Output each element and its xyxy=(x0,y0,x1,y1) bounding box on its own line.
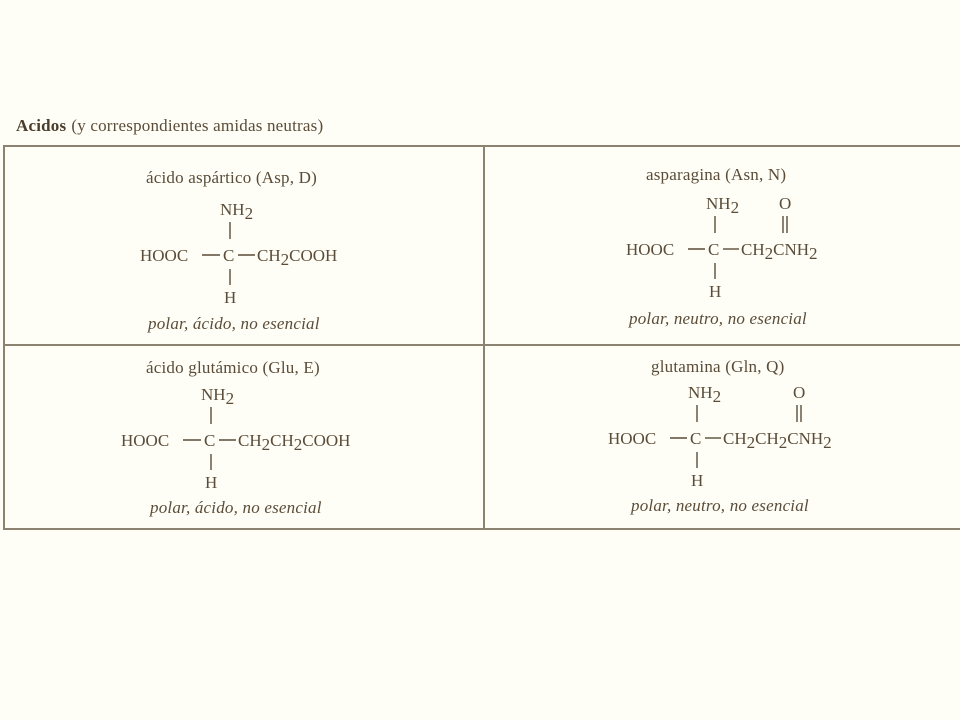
structural-formula xyxy=(626,193,926,313)
formula-top-group: NH2 xyxy=(688,383,722,406)
formula-carbonyl-oxygen: O xyxy=(779,194,792,213)
cell-description: polar, ácido, no esencial xyxy=(150,498,322,517)
cell-glutamic-acid xyxy=(3,346,483,528)
formula-center-carbon: C xyxy=(204,431,216,450)
formula-right-group: CH2CNH2 xyxy=(741,240,818,263)
cell-title: asparagina (Asn, N) xyxy=(646,165,787,184)
formula-center-carbon: C xyxy=(708,240,720,259)
section-heading xyxy=(16,116,323,136)
structural-formula xyxy=(608,381,928,501)
formula-top-group: NH2 xyxy=(220,200,254,223)
cell-aspartic-acid xyxy=(3,145,483,344)
cell-description: polar, neutro, no esencial xyxy=(629,309,807,328)
cell-asparagine xyxy=(483,145,960,344)
formula-carbonyl-oxygen: O xyxy=(793,383,806,402)
formula-top-group: NH2 xyxy=(201,385,235,408)
cell-title: ácido aspártico (Asp, D) xyxy=(146,168,317,187)
formula-right-group: CH2CH2COOH xyxy=(238,431,351,454)
structural-formula xyxy=(140,197,440,317)
cell-description: polar, neutro, no esencial xyxy=(631,496,809,515)
heading-bold: Acidos xyxy=(16,116,67,135)
formula-bottom-group: H xyxy=(224,288,237,307)
structural-formula xyxy=(121,383,441,503)
formula-center-carbon: C xyxy=(690,429,702,448)
formula-center-carbon: C xyxy=(223,246,235,265)
formula-right-group: CH2COOH xyxy=(257,246,338,269)
formula-bottom-group: H xyxy=(205,473,218,492)
formula-bottom-group: H xyxy=(709,282,722,301)
formula-left-group: HOOC xyxy=(626,240,675,259)
heading-rest: (y correspondientes amidas neutras) xyxy=(71,116,324,135)
cell-glutamine xyxy=(483,346,960,528)
cell-description: polar, ácido, no esencial xyxy=(148,314,320,333)
formula-left-group: HOOC xyxy=(140,246,189,265)
formula-right-group: CH2CH2CNH2 xyxy=(723,429,832,452)
table-bottom-rule xyxy=(3,528,960,530)
formula-left-group: HOOC xyxy=(608,429,657,448)
formula-bottom-group: H xyxy=(691,471,704,490)
formula-top-group: NH2 xyxy=(706,194,740,217)
amino-acid-table xyxy=(3,145,960,530)
formula-left-group: HOOC xyxy=(121,431,170,450)
cell-title: ácido glutámico (Glu, E) xyxy=(146,358,320,377)
cell-title: glutamina (Gln, Q) xyxy=(651,357,785,376)
